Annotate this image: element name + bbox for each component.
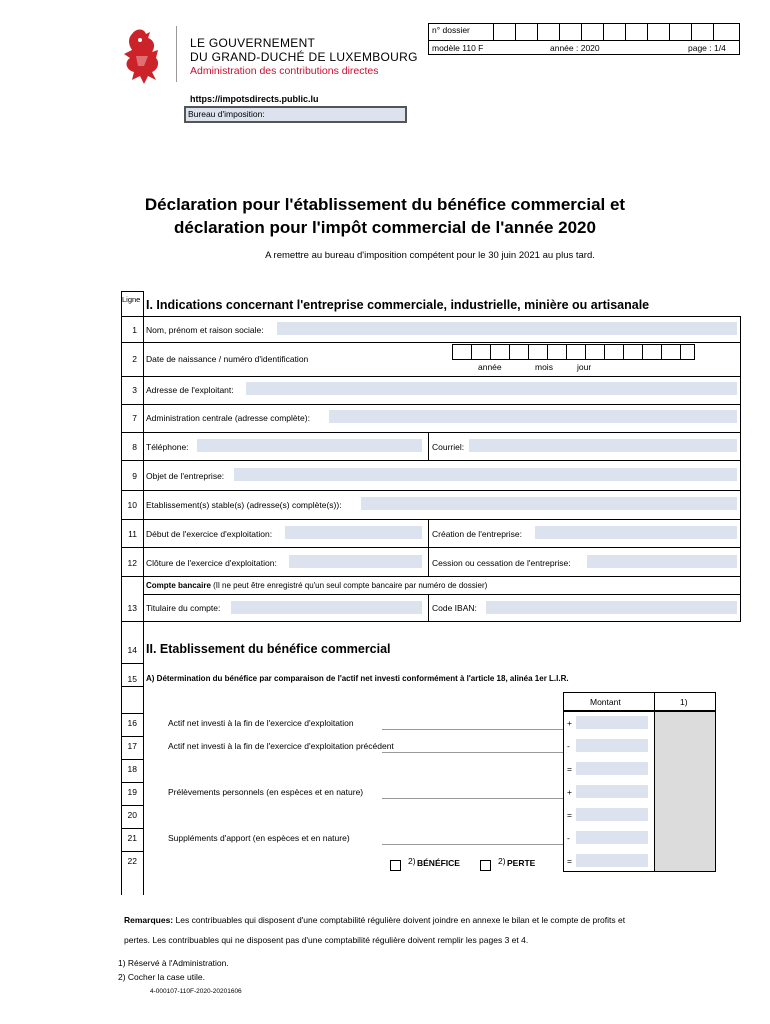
- row-number: 15: [127, 674, 137, 684]
- adresse-field[interactable]: [246, 382, 737, 395]
- section1-heading: I. Indications concernant l'entreprise commerciale, industrielle, minière ou artisanale: [146, 298, 650, 312]
- row15-label: A) Détermination du bénéfice par comparaison de l'actif net investi conformément à l'article 18, alinéa 1er L.I.R.: [146, 674, 569, 683]
- form-code: 4-000107-110F-2020-20201606: [150, 988, 242, 995]
- row8-label: Téléphone:: [146, 442, 189, 452]
- dossier-number-cells[interactable]: [493, 23, 740, 40]
- cessation-field[interactable]: [587, 555, 737, 568]
- benefice-label: BÉNÉFICE: [417, 858, 460, 868]
- row2-label: Date de naissance / numéro d'identification: [146, 354, 309, 364]
- admin-centrale-field[interactable]: [329, 410, 737, 423]
- row-number: 9: [132, 471, 137, 481]
- admin-note-header: 1): [680, 697, 688, 707]
- debut-exercice-field[interactable]: [285, 526, 422, 539]
- title-line2: déclaration pour l'impôt commercial de l'année 2020: [174, 218, 596, 237]
- operator-sign: -: [567, 741, 570, 751]
- amount-row-label: Actif net investi à la fin de l'exercice d'exploitation: [168, 718, 354, 728]
- row1-label: Nom, prénom et raison sociale:: [146, 325, 264, 335]
- row-number: 13: [127, 603, 137, 613]
- row3-label: Adresse de l'exploitant:: [146, 385, 234, 395]
- operator-sign: =: [567, 764, 572, 774]
- remarks-line2: pertes. Les contribuables qui ne disposent pas d'une comptabilité régulière doivent remplir les pages 3 et 4.: [124, 935, 529, 945]
- title-line1: Déclaration pour l'établissement du bénéfice commercial et: [144, 195, 626, 214]
- birthdate-id-cells[interactable]: [452, 344, 695, 360]
- remarks-bold: Remarques:: [124, 915, 174, 925]
- operator-sign: -: [567, 833, 570, 843]
- row-number: 8: [132, 442, 137, 452]
- telephone-field[interactable]: [197, 439, 422, 452]
- luxembourg-lion-logo-icon: [118, 26, 168, 88]
- modele-label: modèle 110 F: [432, 43, 484, 53]
- row11-label: Début de l'exercice d'exploitation:: [146, 529, 273, 539]
- bank-note: (Il ne peut être enregistré qu'un seul compte bancaire par numéro de dossier): [213, 581, 488, 590]
- amount-row-label: Actif net investi à la fin de l'exercice d'exploitation précédent: [168, 741, 394, 751]
- perte-sup: 2): [498, 856, 506, 866]
- perte-checkbox[interactable]: [480, 860, 491, 871]
- remarks: [124, 910, 724, 950]
- row-number: 14: [127, 645, 137, 655]
- row-number: 20: [127, 810, 137, 820]
- courriel-field[interactable]: [469, 439, 737, 452]
- row13-label: Titulaire du compte:: [146, 603, 221, 613]
- objet-field[interactable]: [234, 468, 737, 481]
- row10-label: Etablissement(s) stable(s) (adresse(s) complète(s)):: [146, 500, 342, 510]
- row12-label2: Cession ou cessation de l'entreprise:: [432, 558, 571, 568]
- row-number: 17: [127, 741, 137, 751]
- gov-line2: DU GRAND-DUCHÉ DE LUXEMBOURG: [190, 50, 418, 64]
- section2-heading: II. Etablissement du bénéfice commercial: [146, 642, 391, 656]
- row12-label: Clôture de l'exercice d'exploitation:: [146, 558, 277, 568]
- row-number: 11: [128, 529, 137, 539]
- jour-sublabel: jour: [577, 362, 592, 372]
- amount-field[interactable]: [576, 716, 648, 729]
- titulaire-field[interactable]: [231, 601, 422, 614]
- row-number: 12: [127, 558, 137, 568]
- row9-label: Objet de l'entreprise:: [146, 471, 225, 481]
- row-number: 19: [127, 787, 137, 797]
- row13-label2: Code IBAN:: [432, 603, 477, 613]
- amount-field[interactable]: [576, 831, 648, 844]
- row-number: 21: [127, 833, 137, 843]
- benefice-checkbox[interactable]: [390, 860, 401, 871]
- gov-line3: Administration des contributions directes: [190, 65, 379, 77]
- footnote-1: 1) Réservé à l'Administration.: [118, 958, 229, 968]
- amount-row-label: Prélèvements personnels (en espèces et en nature): [168, 787, 364, 797]
- amount-field[interactable]: [576, 808, 648, 821]
- cloture-exercice-field[interactable]: [289, 555, 422, 568]
- benefice-sup: 2): [408, 856, 416, 866]
- annee-sublabel: année: [478, 362, 502, 372]
- footnote-2: 2) Cocher la case utile.: [118, 972, 205, 982]
- amount-row-label: Suppléments d'apport (en espèces et en nature): [168, 833, 350, 843]
- ligne-label: Ligne: [122, 295, 141, 304]
- row-number: 7: [132, 413, 137, 423]
- iban-field[interactable]: [486, 601, 737, 614]
- row-number: 2: [132, 354, 137, 364]
- row-number: 16: [127, 718, 137, 728]
- row-number: 18: [127, 764, 137, 774]
- bureau-label: Bureau d'imposition:: [188, 109, 265, 119]
- page-label: page : 1/4: [688, 43, 726, 53]
- remarks-line1: Les contribuables qui disposent d'une comptabilité régulière doivent joindre en annexe le bilan et le compte de profits et: [173, 915, 626, 925]
- bank-heading: [146, 581, 487, 590]
- page-title: [0, 193, 770, 239]
- url-text: https://impotsdirects.public.lu: [190, 94, 319, 104]
- row7-label: Administration centrale (adresse complète):: [146, 413, 310, 423]
- amount-field[interactable]: [576, 854, 648, 867]
- montant-label: Montant: [590, 697, 621, 707]
- amount-field[interactable]: [576, 762, 648, 775]
- subtitle: A remettre au bureau d'imposition compétent pour le 30 juin 2021 au plus tard.: [265, 250, 595, 261]
- operator-sign: =: [567, 856, 572, 866]
- operator-sign: +: [567, 718, 572, 728]
- operator-sign: +: [567, 787, 572, 797]
- logo-divider: [176, 26, 177, 82]
- mois-sublabel: mois: [535, 362, 553, 372]
- annee-label: année : 2020: [550, 43, 600, 53]
- amount-field[interactable]: [576, 739, 648, 752]
- bank-bold: Compte bancaire: [146, 581, 211, 590]
- bureau-field[interactable]: [184, 106, 407, 123]
- nom-field[interactable]: [277, 322, 737, 335]
- row-number: 1: [132, 325, 137, 335]
- row8-label2: Courriel:: [432, 442, 465, 452]
- row-number: 10: [127, 500, 137, 510]
- row11-label2: Création de l'entreprise:: [432, 529, 522, 539]
- perte-label: PERTE: [507, 858, 536, 868]
- row-number: 22: [127, 856, 137, 866]
- admin-reserved-column: [655, 712, 715, 871]
- montant-header: [563, 692, 716, 711]
- amount-field[interactable]: [576, 785, 648, 798]
- etablissement-field[interactable]: [361, 497, 737, 510]
- dossier-label: n° dossier: [432, 25, 470, 35]
- gov-line1: LE GOUVERNEMENT: [190, 36, 316, 50]
- creation-field[interactable]: [535, 526, 737, 539]
- operator-sign: =: [567, 810, 572, 820]
- row-number: 3: [132, 385, 137, 395]
